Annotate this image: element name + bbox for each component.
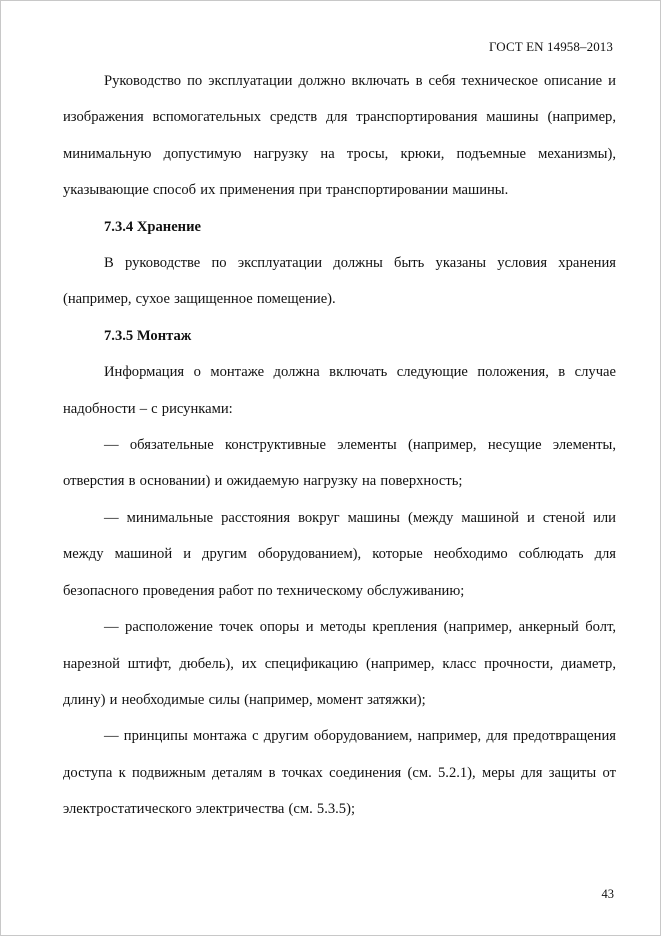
section-heading-mounting: 7.3.5 Монтаж [104, 327, 192, 344]
paragraph-transport-manual: Руководство по эксплуатации должно включать в себя техническое описание и изображения вспомогательных средств для транспортирования машины (например, минимальную допустимую нагрузку на тросы, крюки, подъемные механизмы), указывающие способ их применения при транспортировании машины. [63, 73, 616, 199]
page-number: 43 [601, 887, 614, 901]
page-content [63, 63, 616, 828]
section-heading-storage: 7.3.4 Хранение [104, 218, 201, 235]
list-item-minimum-distances: — минимальные расстояния вокруг машины (между машиной и стеной или между машиной и другим оборудованием), которые необходимо соблюдать для безопасного проведения работ по техническому обслуживанию; [63, 509, 616, 599]
paragraph-storage-conditions: В руководстве по эксплуатации должны быть указаны условия хранения (например, сухое защищенное помещение). [63, 255, 616, 308]
list-item-mounting-principles: — принципы монтажа с другим оборудованием, например, для предотвращения доступа к подвижным деталям в точках соединения (см. 5.2.1), меры для защиты от электростатического электричества (см. 5.3.5); [63, 728, 616, 818]
paragraph-mounting-info: Информация о монтаже должна включать следующие положения, в случае надобности – с рисунками: [63, 364, 616, 417]
list-item-structural-elements: — обязательные конструктивные элементы (например, несущие элементы, отверстия в основании) и ожидаемую нагрузку на поверхность; [63, 437, 616, 490]
list-item-support-points: — расположение точек опоры и методы крепления (например, анкерный болт, нарезной штифт, дюбель), их спецификацию (например, класс прочности, диаметр, длину) и необходимые силы (например, момент затяжки); [63, 619, 616, 708]
document-code-header: ГОСТ EN 14958–2013 [489, 39, 613, 54]
